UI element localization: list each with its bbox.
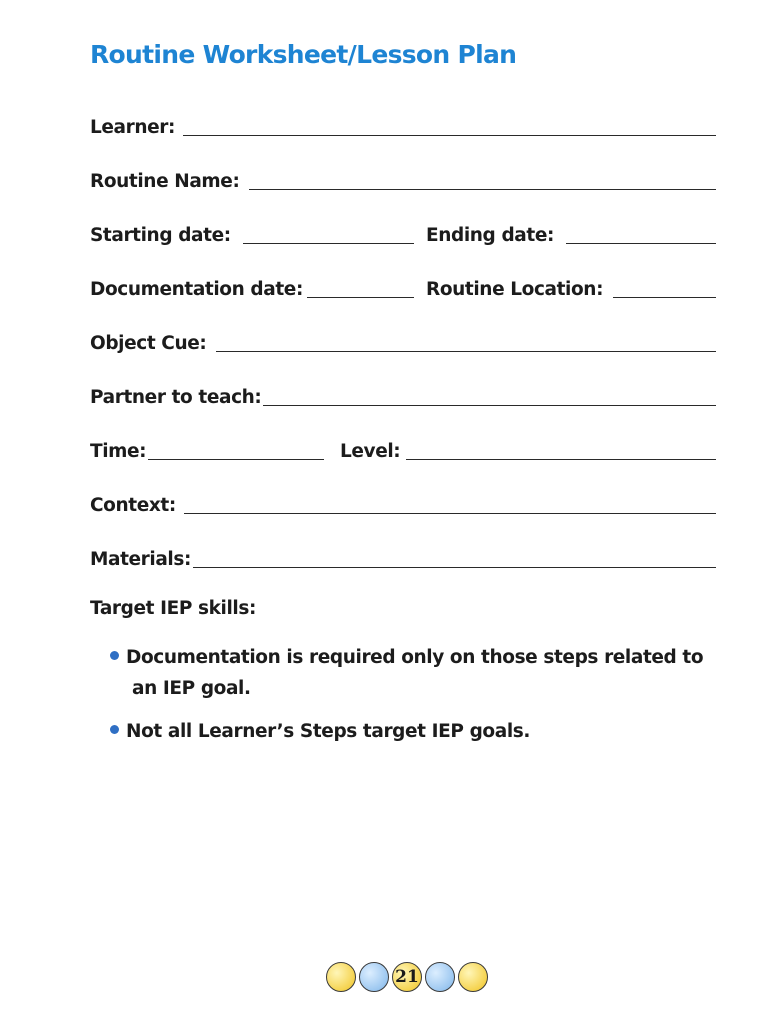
- context-label: Context:: [90, 495, 176, 516]
- time-level-row: [90, 436, 716, 464]
- routine-location-label: Routine Location:: [426, 279, 604, 300]
- time-label: Time:: [90, 441, 147, 462]
- learner-line[interactable]: [183, 135, 716, 136]
- learner-row: [90, 112, 716, 140]
- partner-row: [90, 382, 716, 410]
- documentation-row: [90, 274, 716, 302]
- routine-name-label: Routine Name:: [90, 171, 240, 192]
- routine-name-line[interactable]: [249, 189, 716, 190]
- routine-name-row: [90, 166, 716, 194]
- time-line[interactable]: [148, 459, 324, 460]
- materials-line[interactable]: [193, 567, 716, 568]
- ending-date-line[interactable]: [566, 243, 716, 244]
- bullet-text: Documentation is required only on those steps related to: [126, 647, 704, 668]
- documentation-date-label: Documentation date:: [90, 279, 303, 300]
- ending-date-label: Ending date:: [426, 225, 554, 246]
- partner-to-teach-line[interactable]: [263, 405, 716, 406]
- documentation-date-line[interactable]: [307, 297, 414, 298]
- routine-location-line[interactable]: [613, 297, 716, 298]
- materials-row: [90, 544, 716, 572]
- context-row: [90, 490, 716, 518]
- bullet-dot-icon: [110, 725, 119, 734]
- yellow-circle-icon: [326, 962, 356, 992]
- learner-label: Learner:: [90, 117, 175, 138]
- page-number: 21: [395, 967, 419, 987]
- blue-circle-icon: [359, 962, 389, 992]
- level-line[interactable]: [406, 459, 716, 460]
- bullet-text-continued: an IEP goal.: [132, 678, 251, 699]
- object-cue-label: Object Cue:: [90, 333, 207, 354]
- page-number-footer: [326, 962, 492, 994]
- dates-row: [90, 220, 716, 248]
- level-label: Level:: [340, 441, 401, 462]
- page-title: Routine Worksheet/Lesson Plan: [90, 40, 517, 69]
- bullet-dot-icon: [110, 651, 119, 660]
- starting-date-line[interactable]: [243, 243, 414, 244]
- bullet-item: [110, 716, 720, 747]
- object-cue-row: [90, 328, 716, 356]
- partner-to-teach-label: Partner to teach:: [90, 387, 262, 408]
- target-iep-skills-heading: Target IEP skills:: [90, 598, 256, 619]
- context-line[interactable]: [184, 513, 716, 514]
- bullet-text: Not all Learner’s Steps target IEP goals.: [126, 721, 530, 742]
- materials-label: Materials:: [90, 549, 191, 570]
- page-number-badge: [392, 962, 422, 992]
- starting-date-label: Starting date:: [90, 225, 231, 246]
- yellow-circle-icon: [458, 962, 488, 992]
- blue-circle-icon: [425, 962, 455, 992]
- object-cue-line[interactable]: [216, 351, 716, 352]
- bullet-item: [110, 642, 720, 704]
